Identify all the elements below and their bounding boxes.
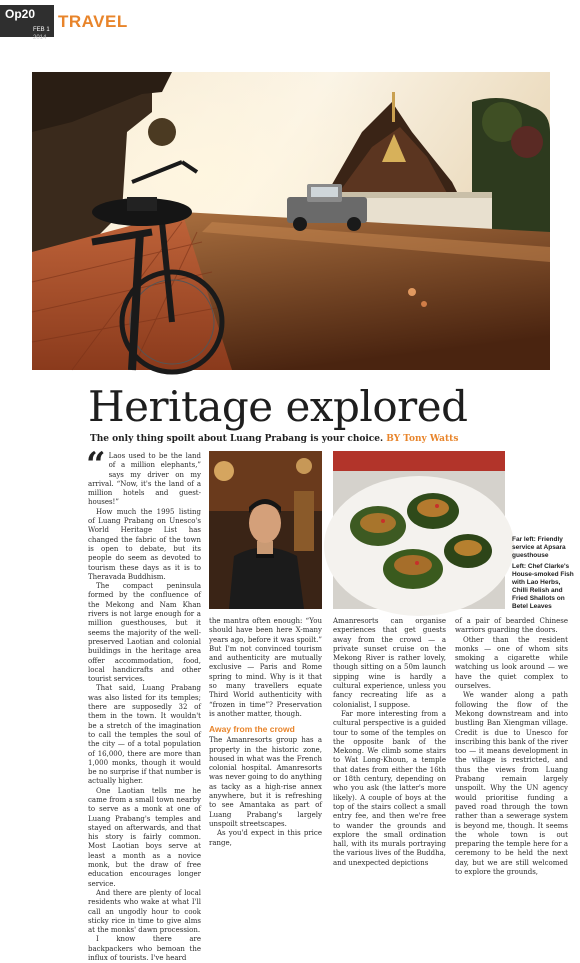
paragraph: Other than the resident monks — one of whom sits smoking a cigarette while watching us look around — we have the quiet complex to ourselves. bbox=[455, 635, 568, 691]
article-standfirst bbox=[90, 434, 458, 444]
byline: BY Tony Watts bbox=[386, 434, 459, 444]
paragraph: The Amanresorts group has a property in the historic zone, housed in what was the French colonial hospital. Amanresorts was never going to do anything as tacky as a high-rise annex anywhere, but it is refreshing to see Amantaka as part of Luang Prabang's largely unspoilt streetscapes. bbox=[209, 736, 322, 828]
page-header bbox=[0, 0, 580, 40]
article-column-3 bbox=[333, 617, 446, 867]
article-column-4 bbox=[455, 617, 568, 877]
subheading: Away from the crowd bbox=[209, 724, 295, 735]
article-column-1 bbox=[86, 445, 201, 963]
page-number: Op20 bbox=[5, 7, 36, 21]
paragraph: Amanresorts can organise experiences that get guests away from the crowd — a private sunset cruise on the Mekong River is rather lovely, though sitting on a 50m launch sipping wine is hardly a cultural experience, unless you fancy recreating life as a colonialist, I suppose. bbox=[333, 617, 446, 709]
waiter-illustration bbox=[209, 451, 322, 609]
paragraph: Far more interesting from a cultural perspective is a guided tour to some of the temples on the opposite bank of the Mekong. We climb some stairs to Wat Long-Khoun, a temple that dates from either the 16th or 18th century, depending on who you ask (the latter's more likely). A couple of boys at the top of the stairs collect a small entry fee, and then we're free to wander the grounds and explore the small ordination hall, with its murals portraying the various lives of the Buddha, and unexpected depictions bbox=[333, 709, 446, 867]
caption-far-left: Far left: Friendly service at Apsara guesthouse bbox=[512, 536, 566, 559]
photo-smoked-fish-dish bbox=[333, 451, 505, 609]
caption-left: Left: Chef Clarke's House-smoked Fish with Lao Herbs, Chilli Relish and Fried Shallots on Betel Leaves bbox=[512, 563, 574, 610]
paragraph: The compact peninsula formed by the confluence of the Mekong and Nam Khan rivers is not large enough for a million guesthouses, but it seems the majority of the well-preserved Laotian and colonial buildings in the heritage area offer accommodation, food, local handicrafts and other tourist services. bbox=[88, 582, 201, 684]
issue-month: FEB 1 bbox=[33, 27, 50, 33]
standfirst-text: The only thing spoilt about Luang Prabang is your choice. bbox=[90, 434, 384, 444]
street-illustration bbox=[32, 72, 550, 370]
photo-guesthouse-waiter bbox=[209, 451, 322, 609]
article-headline: Heritage explored bbox=[88, 382, 468, 431]
paragraph: “ Laos used to be the land of a million elephants,” says my driver on my arrival. “Now, it's the land of a million hotels and guest-houses!” bbox=[86, 445, 201, 507]
paragraph: One Laotian tells me he came from a small town nearby to serve as a monk at one of Luang Prabang's temples and stayed on afterwards, and that his story is fairly common. Most Laotian boys serve at least a month as a novice monk, but the draw of free education encourages longer service. bbox=[88, 786, 201, 888]
food-illustration bbox=[333, 451, 505, 609]
article-column-2 bbox=[209, 617, 322, 847]
section-title: TRAVEL bbox=[58, 12, 128, 31]
paragraph: the mantra often enough: “You should have been here X-many years ago, before it was spoilt.” But I'm not convinced tourism and authenticity are mutually exclusive — Paris and Rome spring to mind. Why is it that so many travellers equate Third World authenticity with “frozen in time”? Preservation is another matter, though. bbox=[209, 617, 322, 718]
drop-cap: “ bbox=[86, 445, 106, 485]
paragraph: As you'd expect in this price range, bbox=[209, 829, 322, 847]
paragraph: That said, Luang Prabang was also listed for its temples; there are supposedly 32 of them in the town. It wouldn't be a stretch of the imagination to call the temples the soul of the city — of a total population of 16,000, there are more than 1,000 monks, though it would be no surprise if that number is actually higher. bbox=[88, 684, 201, 786]
page-folio bbox=[0, 5, 54, 41]
issue-year: 2014 bbox=[33, 35, 47, 41]
paragraph: And there are plenty of local residents who wake at what I'll call an ungodly hour to cook sticky rice in time to give alms at the monks' dawn procession. bbox=[88, 888, 201, 935]
paragraph: We wander along a path following the flow of the Mekong downstream and into bustling Ban Xiengman village. Credit is due to Unesco for inscribing this bank of the river too — it means development in the village is restricted, and thus the views from Luang Prabang remain largely unspoilt. Why the UN agency would prioritise funding a paved road through the town rather than a sewerage system is beyond me, though. It seems the whole town is out preparing the temple here for a ceremony to be held the next day, but we are still welcomed to explore the grounds, bbox=[455, 691, 568, 877]
hero-photo-street-scene bbox=[32, 72, 550, 370]
paragraph: of a pair of bearded Chinese warriors guarding the doors. bbox=[455, 617, 568, 635]
paragraph: I know there are backpackers who bemoan the influx of tourists. I've heard bbox=[88, 935, 201, 963]
paragraph: How much the 1995 listing of Luang Prabang on Unesco's World Heritage List has changed the fabric of the town is open to debate, but its people do seem as devoted to tourism these days as it is to Theravada Buddhism. bbox=[88, 507, 201, 581]
